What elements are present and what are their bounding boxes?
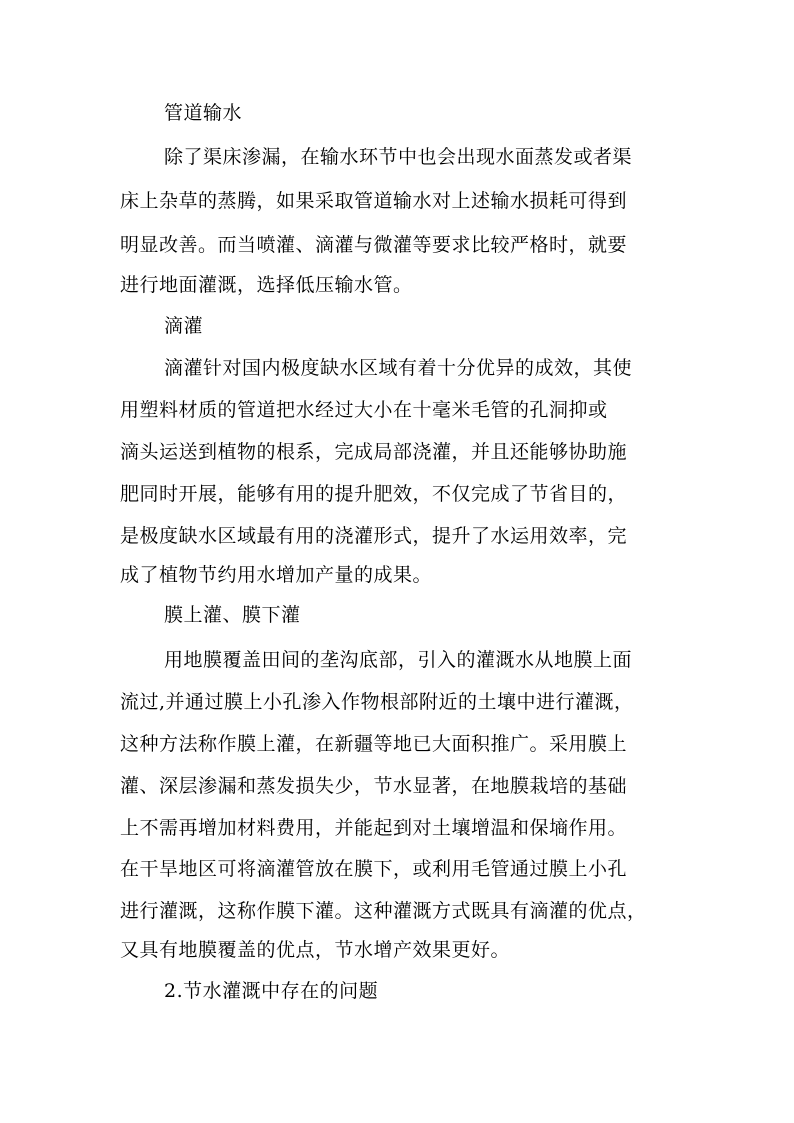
heading-pipe-water: 管道输水 <box>164 102 243 124</box>
heading-drip-irrigation: 滴灌 <box>164 315 204 337</box>
paragraph-line: 是极度缺水区域最有用的浇灌形式，提升了水运用效率，完 <box>120 525 628 547</box>
paragraph-line: 这种方法称作膜上灌，在新疆等地已大面积推广。采用膜上 <box>120 733 628 755</box>
paragraph-line: 用地膜覆盖田间的垄沟底部，引入的灌溉水从地膜上面 <box>164 649 633 671</box>
paragraph-line: 滴灌针对国内极度缺水区域有着十分优异的成效，其使 <box>164 357 633 379</box>
paragraph-line: 流过,并通过膜上小孔渗入作物根部附近的土壤中进行灌溉， <box>120 691 634 713</box>
paragraph-line: 上不需再增加材料费用，并能起到对土壤增温和保墒作用。 <box>120 817 628 839</box>
paragraph-line: 在干旱地区可将滴灌管放在膜下，或利用毛管通过膜上小孔 <box>120 858 628 880</box>
paragraph-line: 又具有地膜覆盖的优点，节水增产效果更好。 <box>120 939 511 961</box>
paragraph-line: 除了渠床渗漏，在输水环节中也会出现水面蒸发或者渠 <box>164 146 633 168</box>
heading-film-irrigation: 膜上灌、膜下灌 <box>164 604 301 626</box>
paragraph-line: 进行地面灌溉，选择低压输水管。 <box>120 274 413 296</box>
paragraph-line: 明显改善。而当喷灌、滴灌与微灌等要求比较严格时，就要 <box>120 234 628 256</box>
paragraph-line: 床上杂草的蒸腾，如果采取管道输水对上述输水损耗可得到 <box>120 190 628 212</box>
paragraph-line: 滴头运送到植物的根系，完成局部浇灌，并且还能够协助施 <box>120 441 628 463</box>
paragraph-line: 肥同时开展，能够有用的提升肥效，不仅完成了节省目的， <box>120 483 628 505</box>
heading-irrigation-problems: 2.节水灌溉中存在的问题 <box>164 980 379 1002</box>
paragraph-line: 成了植物节约用水增加产量的成果。 <box>120 564 433 586</box>
paragraph-line: 用塑料材质的管道把水经过大小在十毫米毛管的孔洞抑或 <box>120 399 608 421</box>
paragraph-line: 进行灌溉，这称作膜下灌。这种灌溉方式既具有滴灌的优点， <box>120 900 647 922</box>
paragraph-line: 灌、深层渗漏和蒸发损失少，节水显著，在地膜栽培的基础 <box>120 775 628 797</box>
